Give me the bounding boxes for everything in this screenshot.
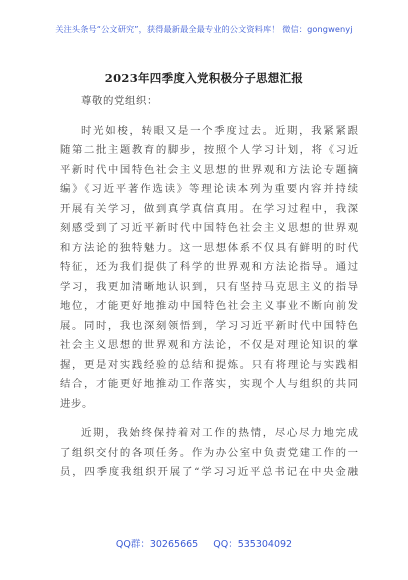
paragraph-line: 随第二批主题教育的脚步，按照个人学习计划，将《习近: [60, 144, 358, 156]
paragraph-line: 特征，还为我们提供了科学的世界观和方法论指导。通过: [60, 261, 358, 273]
paragraph-line: 开展有关学习，做到真学真信真用。在学习过程中，我深: [60, 202, 358, 215]
paragraph-line: 和方法论的独特魅力。这一思想体系不仅具有鲜明的时代: [60, 241, 358, 254]
paragraph-line: 近期，我始终保持着对工作的热情，尽心尽力地完成: [81, 427, 358, 439]
contact-footer: [0, 536, 408, 550]
paragraph-line: 进步。: [60, 397, 93, 410]
greeting: 尊敬的党组织：: [81, 95, 158, 107]
paragraph-1: [60, 122, 358, 415]
paragraph-line: 了组织交付的各项任务。作为办公室中负责党建工作的一: [60, 446, 358, 459]
paragraph-gap: [60, 414, 358, 424]
paragraph-line: 地位，才能更好地推动中国特色社会主义事业不断向前发: [60, 300, 358, 312]
paragraph-2: [60, 424, 358, 483]
promo-header: 关注头条号“公文研究”，获得最新最全最专业的公文资料库！ 微信：gongwenyj: [55, 24, 353, 34]
paragraph-line: 刻感受到了习近平新时代中国特色社会主义思想的世界观: [60, 222, 358, 234]
paragraph-line: 结合，才能更好地推动工作落实，实现个人与组织的共同: [60, 378, 358, 390]
paragraph-line: 员，四季度我组织开展了“学习习近平总书记在中央金融: [60, 466, 358, 478]
paragraph-line: 平新时代中国特色社会主义思想的世界观和方法论专题摘: [60, 163, 358, 176]
paragraph-line: 时光如梭，转眼又是一个季度过去。近期，我紧紧跟: [81, 124, 358, 137]
paragraph-line: 握，更是对实践经验的总结和提炼。只有将理论与实践相: [60, 358, 358, 371]
document-title: 2023年四季度入党积极分子思想汇报: [104, 71, 304, 85]
document-body: [60, 92, 358, 483]
paragraph-line: 学习，我更加清晰地认识到，只有坚持马克思主义的指导: [60, 280, 358, 293]
paragraph-gap: [60, 112, 358, 122]
paragraph-line: 编》《习近平著作选读》等理论读本列为重要内容并持续: [60, 183, 358, 195]
qq-group-number: QQ群：30265665: [115, 539, 199, 550]
paragraph-line: 社会主义思想的世界观和方法论，不仅是对理论知识的掌: [60, 339, 358, 351]
paragraph-line: 展。同时，我也深刻领悟到，学习习近平新时代中国特色: [60, 319, 358, 332]
qq-number: QQ：535304092: [213, 539, 293, 550]
